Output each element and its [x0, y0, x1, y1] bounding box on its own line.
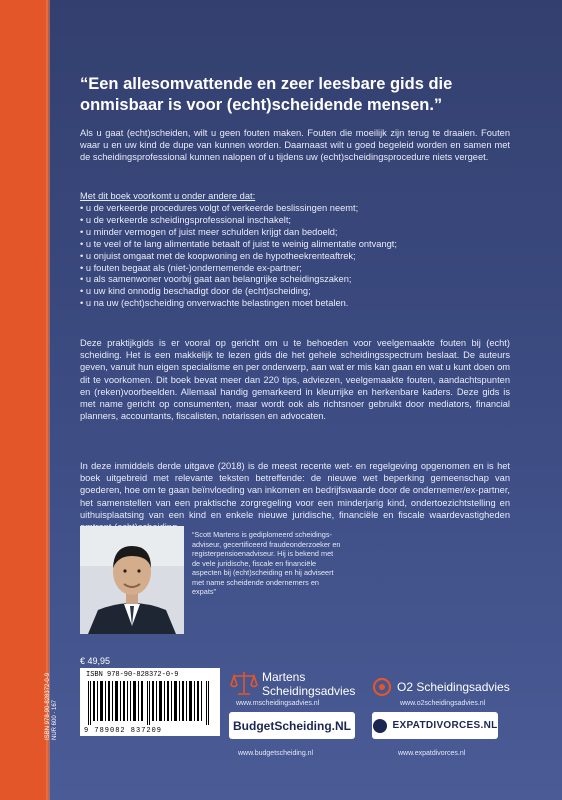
budget-scheiding-logo: BudgetScheiding.NL — [229, 712, 355, 739]
scales-icon — [230, 669, 258, 697]
expat-url: www.expatdivorces.nl — [398, 750, 466, 757]
list-intro: Met dit boek voorkomt u onder andere dat: — [80, 191, 256, 201]
benefit-list — [80, 203, 510, 310]
author-photo — [80, 526, 184, 634]
barcode — [80, 668, 220, 736]
list-item: • u als samenwoner voorbij gaat aan belangrijke scheidingszaken; — [80, 274, 510, 286]
side-nur-text: NUR 600 · 167 — [52, 699, 58, 740]
description-paragraph: Deze praktijkgids is er vooral op gericht om u te behoeden voor veelgemaakte fouten bij (echt) scheiding. Het is een makkelijk te lezen gids die het gehele scheidingsspectrum beslaat. De auteurs geven, vanuit hun eigen specialisme en per onderwerp, aan wat er mis kan gaan en wat u kunt doen om dit te voorkomen. Dit boek bevat meer dan 220 tips, adviezen, veelgemaakte fouten, aandachtspunten en (reken)voorbeelden. Allemaal handig gemarkeerd in kleurrijke en herkenbare kaders. Deze gids is met name gericht op consumenten, maar wordt ook als richtsnoer gebruikt door mediators, financial planners, accountants, fiscalisten, notarissen en advocaten. — [80, 338, 510, 422]
price: € 49,95 — [80, 656, 111, 666]
author-bio: “Scott Martens is gediplomeerd scheidings-adviseur, gecertificeerd fraudeonderzoeker en registerpensioenadviseur. Hij is bekend met de vele juridische, fiscale en financiële aspecten bij (echt)scheiding en hij adviseert met name scheidende ondernemers en expats” — [192, 530, 341, 596]
list-item: • u uw kind onnodig beschadigt door de (echt)scheiding; — [80, 286, 510, 298]
martens-name: Martens — [262, 670, 306, 684]
martens-subtitle: Scheidingsadvies — [262, 684, 356, 698]
o2-name: O2 Scheidingsadvies — [397, 680, 510, 694]
martens-url: www.mscheidingsadvies.nl — [236, 700, 320, 707]
side-isbn-text: ISBN 978-90-828372-0-9 — [45, 672, 51, 740]
barcode-isbn: ISBN 978-90-828372-0-9 — [86, 671, 179, 679]
list-item: • u minder vermogen of juist meer schulden krijgt dan bedoeld; — [80, 227, 510, 239]
cover-quote: “Een allesomvattende en zeer leesbare gids die onmisbaar is voor (echt)scheidende mensen.” — [80, 75, 453, 114]
budget-url: www.budgetscheiding.nl — [238, 750, 314, 757]
intro-paragraph: Als u gaat (echt)scheiden, wilt u geen fouten maken. Fouten die moeilijk zijn terug te draaien. Fouten waar u en uw kind de dupe van kunnen worden. Daarnaast wilt u goed begeleid worden en samen met de scheidingsprofessional kunnen nalopen of u tijdens uw (echt)scheidingsprocedure niets vergeet. — [80, 128, 510, 163]
o2-url: www.o2scheidingsadvies.nl — [400, 700, 486, 707]
barcode-number: 9 789082 837209 — [84, 727, 163, 735]
expat-divorces-logo — [372, 712, 498, 739]
list-item: • u de verkeerde scheidingsprofessional inschakelt; — [80, 215, 510, 227]
o2-logo-icon — [372, 677, 392, 697]
list-item: • u onjuist omgaat met de koopwoning en de hypotheekrenteaftrek; — [80, 251, 510, 263]
barcode-bars — [86, 681, 214, 725]
globe-icon — [373, 719, 387, 733]
list-item: • u de verkeerde procedures volgt of verkeerde beslissingen neemt; — [80, 203, 510, 215]
list-item: • u fouten begaat als (niet-)ondernemende ex-partner; — [80, 263, 510, 275]
list-item: • u te veel of te lang alimentatie betaalt of juist te weinig alimentatie ontvangt; — [80, 239, 510, 251]
list-item: • u na uw (echt)scheiding onverwachte belastingen moet betalen. — [80, 298, 510, 310]
edition-paragraph: In deze inmiddels derde uitgave (2018) is de meest recente wet- en regelgeving opgenomen en is het boek uitgebreid met relevante teksten betreffende: de nieuwe wet beperking gemeenschap van goederen, hoe om te gaan beïnvloeding van inkomen en bedrijfswaarde door de ondernemer/ex-partner, het samenstellen van een praktische zorgregeling voor een minderjarig kind, ondertoezichtstelling en uithuisplaatsing van een kind en enkele nieuwe juridische, financiële en fiscale waardevastigheden — [80, 461, 510, 520]
orange-spine — [0, 0, 48, 800]
expat-label: EXPATDIVORCES.NL — [392, 720, 498, 731]
martens-logo-text — [262, 670, 355, 698]
side-isbn — [45, 673, 59, 740]
